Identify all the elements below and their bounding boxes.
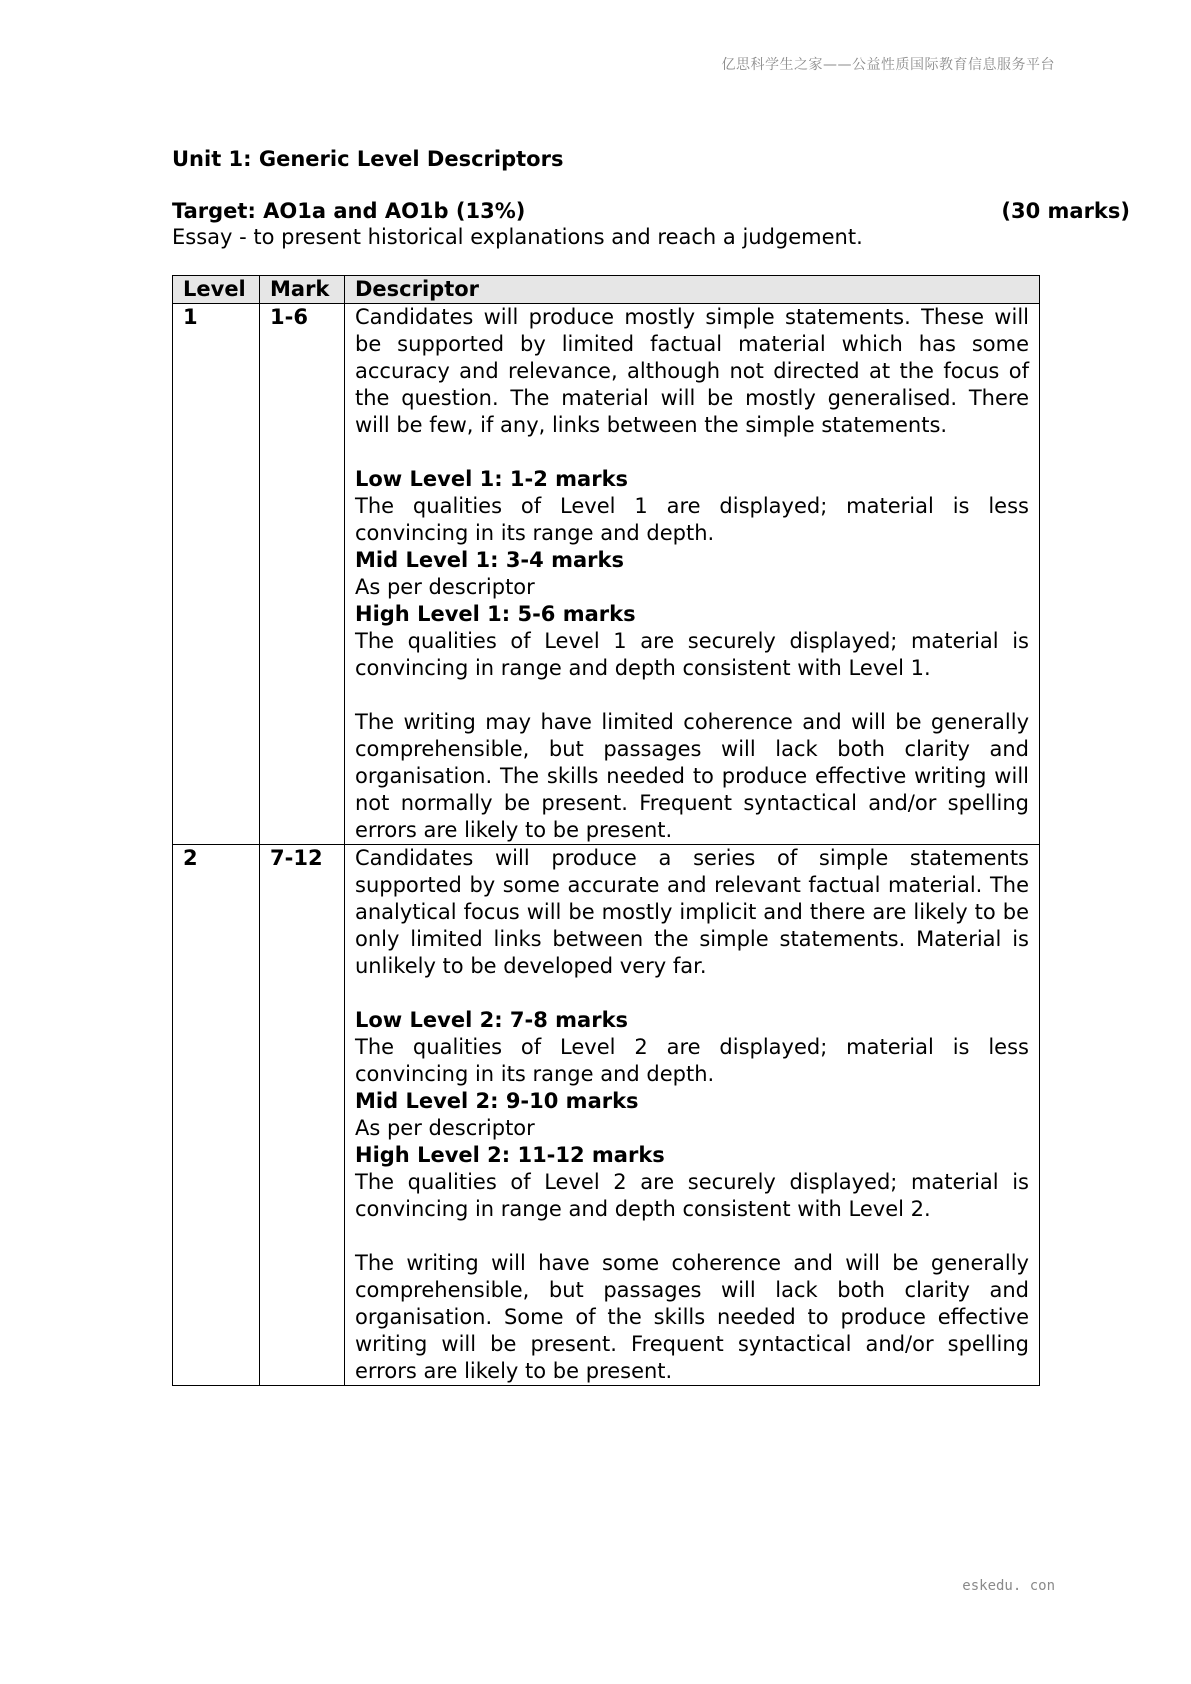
low-level-heading: Low Level 2: 7-8 marks xyxy=(355,1008,629,1032)
table-header-row xyxy=(173,276,1040,304)
mark-cell: 7-12 xyxy=(260,845,345,1386)
descriptor-cell xyxy=(345,845,1040,1386)
level-cell: 2 xyxy=(173,845,260,1386)
target-line xyxy=(172,198,1130,224)
low-level-heading: Low Level 1: 1-2 marks xyxy=(355,467,629,491)
descriptor-paragraph: Candidates will produce mostly simple statements. These will be supported by limited factual material which has some accuracy and relevance, although not directed at the focus of the question. The material will be mostly generalised. There will be few, if any, links between the simple statements. xyxy=(355,305,1029,437)
mid-level-text: As per descriptor xyxy=(355,575,535,599)
level-cell: 1 xyxy=(173,304,260,845)
mid-level-heading: Mid Level 1: 3-4 marks xyxy=(355,548,624,572)
document-body xyxy=(172,146,1130,1386)
low-level-text: The qualities of Level 1 are displayed; material is less convincing in its range and depth. xyxy=(355,494,1029,545)
intro-text: Essay - to present historical explanations and reach a judgement. xyxy=(172,225,863,249)
target-label: Target: AO1a and AO1b (13%) xyxy=(172,199,526,223)
header-level: Level xyxy=(173,276,260,304)
high-level-text: The qualities of Level 1 are securely displayed; material is convincing in range and depth consistent with Level 1. xyxy=(355,629,1029,680)
mid-level-text: As per descriptor xyxy=(355,1116,535,1140)
header-descriptor: Descriptor xyxy=(345,276,1040,304)
mark-cell: 1-6 xyxy=(260,304,345,845)
header-note: 亿思科学生之家——公益性质国际教育信息服务平台 xyxy=(721,57,1055,73)
writing-paragraph: The writing may have limited coherence and will be generally comprehensible, but passages will lack both clarity and organisation. The skills needed to produce effective writing will not normally be present. Frequent syntactical and/or spelling errors are likely to be present. xyxy=(355,710,1029,842)
page-title: Unit 1: Generic Level Descriptors xyxy=(172,147,564,171)
writing-paragraph: The writing will have some coherence and will be generally comprehensible, but passages will lack both clarity and organisation. Some of the skills needed to produce effective writing will be present. Frequent syntactical and/or spelling errors are likely to be present. xyxy=(355,1251,1029,1383)
descriptor-paragraph: Candidates will produce a series of simple statements supported by some accurate and relevant factual material. The analytical focus will be mostly implicit and there are likely to be only limited links between the simple statements. Material is unlikely to be developed very far. xyxy=(355,846,1029,978)
descriptor-cell xyxy=(345,304,1040,845)
level-descriptor-table xyxy=(172,275,1040,1386)
high-level-text: The qualities of Level 2 are securely displayed; material is convincing in range and depth consistent with Level 2. xyxy=(355,1170,1029,1221)
header-mark: Mark xyxy=(260,276,345,304)
low-level-text: The qualities of Level 2 are displayed; material is less convincing in its range and depth. xyxy=(355,1035,1029,1086)
footer-note: eskedu. con xyxy=(962,1578,1055,1594)
high-level-heading: High Level 2: 11-12 marks xyxy=(355,1143,665,1167)
mid-level-heading: Mid Level 2: 9-10 marks xyxy=(355,1089,639,1113)
table-row xyxy=(173,304,1040,845)
table-row xyxy=(173,845,1040,1386)
total-marks: (30 marks) xyxy=(1001,199,1130,223)
high-level-heading: High Level 1: 5-6 marks xyxy=(355,602,636,626)
